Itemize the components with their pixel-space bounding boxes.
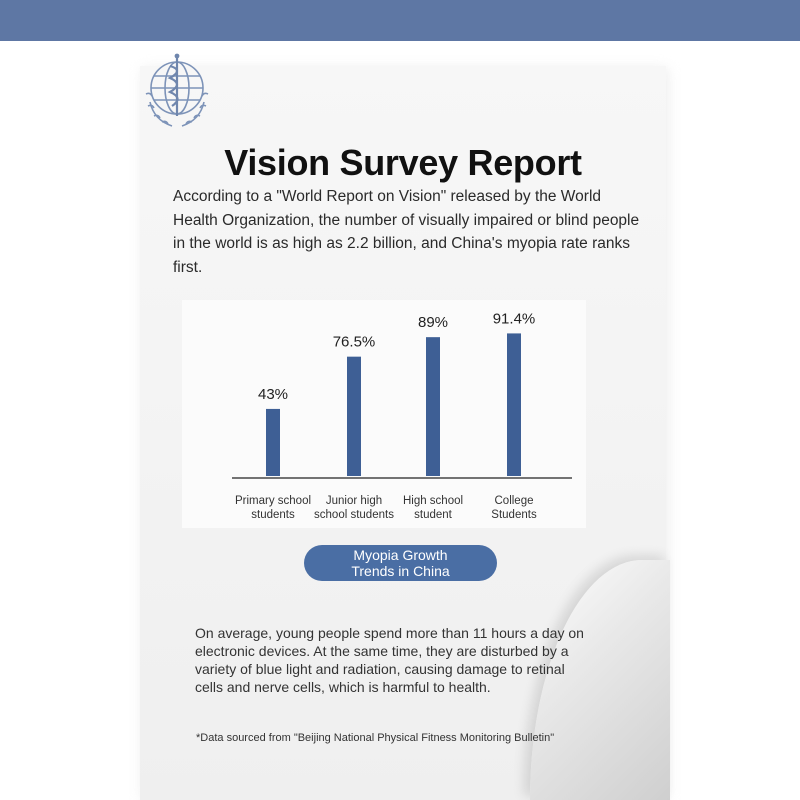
who-emblem-icon	[136, 50, 218, 132]
category-label-1-0: Junior high	[325, 495, 383, 507]
category-label-0-1: students	[251, 509, 295, 521]
intro-paragraph: According to a "World Report on Vision" released by the World Health Organization, the number of visually impaired or blind people in the world is as high as 2.2 billion, and China's myopia rate ranks first.	[173, 188, 640, 276]
bar-2	[426, 337, 440, 476]
category-label-3-1: Students	[491, 509, 537, 521]
bar-0	[266, 409, 280, 476]
category-label-0-0: Primary school	[234, 495, 312, 507]
myopia-bar-chart	[182, 300, 586, 528]
source-note: *Data sourced from "Beijing National Physical Fitness Monitoring Bulletin"	[196, 732, 555, 744]
data-label-1: 76.5%	[332, 333, 376, 351]
bar-3	[507, 333, 521, 476]
body-paragraph: On average, young people spend more than 11 hours a day on electronic devices. At the same time, they are disturbed by a variety of blue light and radiation, causing damage to retinal cells and nerve cells, which is harmful to health.	[195, 625, 584, 695]
chart-caption-badge	[304, 545, 497, 581]
data-label-0: 43%	[257, 385, 289, 403]
data-label-3: 91.4%	[492, 310, 536, 328]
category-label-2-0: High school	[402, 495, 464, 507]
header-bar	[0, 0, 800, 41]
bar-1	[347, 357, 361, 476]
data-label-2: 89%	[417, 314, 449, 332]
chart-panel	[182, 300, 586, 528]
page-title: Vision Survey Report	[224, 142, 582, 183]
category-label-2-1: student	[414, 509, 452, 521]
category-label-1-1: school students	[314, 509, 394, 521]
chart-caption-line2: Trends in China	[351, 563, 450, 579]
chart-caption-line1: Myopia Growth	[353, 546, 448, 563]
category-label-3-0: College	[494, 495, 534, 507]
